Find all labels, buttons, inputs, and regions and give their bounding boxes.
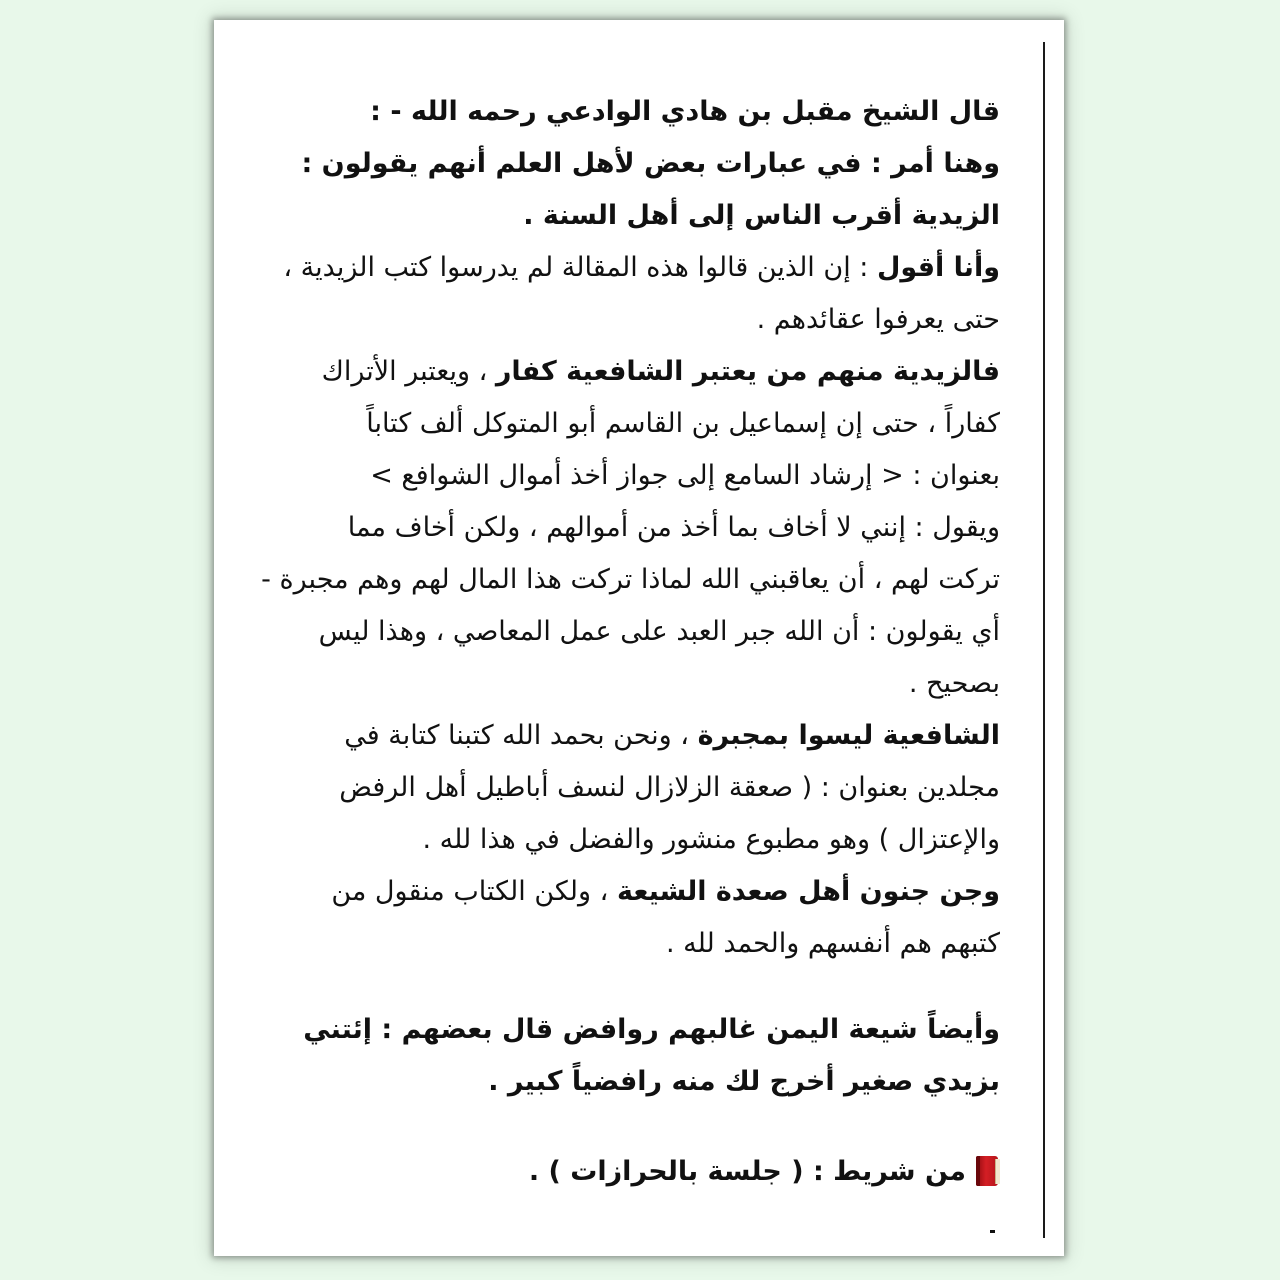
paragraph-gap [284, 970, 1000, 1004]
text-line: تركت لهم ، أن يعاقبني الله لماذا تركت هذا المال لهم وهم مجبرة - [261, 564, 1000, 595]
paragraph-gap [284, 1108, 1000, 1146]
source-text: من شريط : ( جلسة بالحرازات ) . [528, 1156, 966, 1187]
text-line: مجلدين بعنوان : ( صعقة الزلازال لنسف أباطيل أهل الرفض [339, 772, 1000, 803]
text-line: وهنا أمر : في عبارات بعض لأهل العلم أنهم يقولون : [301, 148, 1000, 179]
closing-line: بزيدي صغير أخرج لك منه رافضياً كبير . [488, 1066, 1000, 1097]
red-book-icon [976, 1156, 1000, 1186]
text-line: فالزيدية منهم من يعتبر الشافعية كفار ، ويعتبر الأتراك [321, 356, 1000, 387]
text-line: أي يقولون : أن الله جبر العبد على عمل المعاصي ، وهذا ليس [318, 616, 1000, 647]
closing-line: وأيضاً شيعة اليمن غالبهم روافض قال بعضهم : إئتني [303, 1014, 1000, 1045]
article-text [261, 86, 1000, 1198]
text-line: والإعتزال ) وهو مطبوع منشور والفضل في هذا لله . [422, 824, 1000, 855]
document-page [214, 20, 1064, 1256]
page-dot [990, 1230, 995, 1233]
text-line: بعنوان : < إرشاد السامع إلى جواز أخذ أموال الشوافع > [370, 460, 1000, 491]
text-line: بصحيح . [908, 668, 1000, 699]
text-line: ويقول : إنني لا أخاف بما أخذ من أموالهم ، ولكن أخاف مما [347, 512, 1000, 543]
text-line: الشافعية ليسوا بمجبرة ، ونحن بحمد الله كتبنا كتابة في [344, 720, 1000, 751]
text-line: وجن جنون أهل صعدة الشيعة ، ولكن الكتاب منقول من [331, 876, 1000, 907]
margin-rule [1043, 42, 1045, 1238]
text-line: قال الشيخ مقبل بن هادي الوادعي رحمه الله - : [370, 96, 1000, 127]
text-line: كفاراً ، حتى إن إسماعيل بن القاسم أبو المتوكل ألف كتاباً [366, 408, 1000, 439]
text-line: كتبهم هم أنفسهم والحمد لله . [665, 928, 1000, 959]
text-line: الزيدية أقرب الناس إلى أهل السنة . [523, 200, 1000, 231]
text-line: وأنا أقول : إن الذين قالوا هذه المقالة لم يدرسوا كتب الزيدية ، [283, 252, 1000, 283]
text-line: حتى يعرفوا عقائدهم . [756, 304, 1000, 335]
source-line [284, 1146, 1000, 1198]
